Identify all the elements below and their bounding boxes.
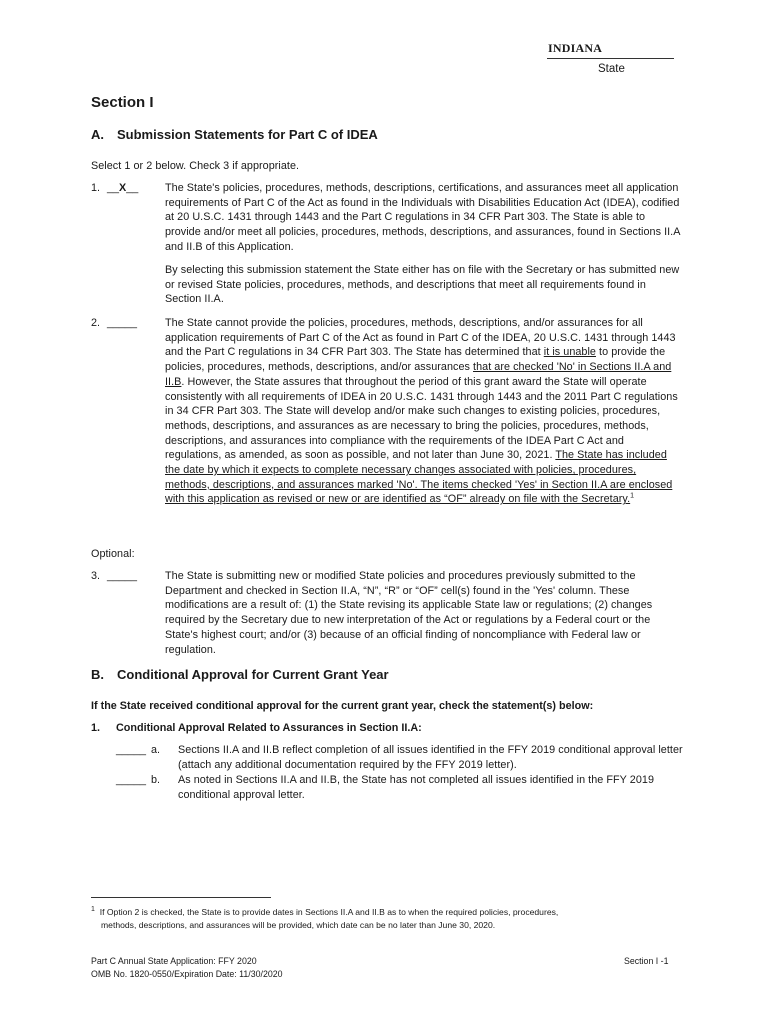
footnote-number: 1	[91, 906, 95, 914]
option-a-selector[interactable]	[116, 743, 160, 758]
footnote-line1: If Option 2 is checked, the State is to provide dates in Sections II.A and II.B as to when the required policies, procedures,	[99, 907, 559, 917]
part-b-sub1-number: 1.	[91, 722, 101, 734]
item1-number: 1.	[91, 182, 101, 194]
part-b-sub1	[91, 721, 422, 735]
page-number: Section I -1	[624, 956, 669, 966]
state-name: INDIANA	[548, 41, 603, 55]
option-b-blank[interactable]: _____	[116, 774, 147, 786]
footnote-line2: methods, descriptions, and assurances will be provided, which date can be no later than June 30, 2020.	[101, 920, 496, 930]
part-a-instruction: Select 1 or 2 below. Check 3 if appropriate.	[91, 160, 300, 172]
option-a-blank[interactable]: _____	[116, 744, 147, 756]
option-b-letter: b.	[151, 774, 161, 786]
option-a-text: Sections II.A and II.B reflect completion of all issues identified in the FFY 2019 conditional approval letter (attach any additional documentation required by the FFY 2019 letter).	[178, 744, 683, 771]
option-a-letter: a.	[151, 744, 161, 756]
item3-text: The State is submitting new or modified State policies and procedures previously submitted to the Department and checked in Section II.A, “N”, “R” or “OF” cell(s) found in the 'Yes' column. These modifications are a result of: (1) the State revising its applicable State law or regulations; (2) changes required by the Secretary due to new interpretation of the Act or regulations by a Federal court or the State's highest court; and/or (3) because of an official finding of noncompliance with Federal law or regulation.	[165, 570, 653, 656]
part-b-instruction: If the State received conditional approval for the current grant year, check the statement(s) below:	[91, 700, 594, 712]
part-b-letter: B.	[91, 667, 104, 682]
part-a-heading	[91, 127, 378, 142]
item2-selector[interactable]	[91, 316, 137, 331]
part-b-heading	[91, 667, 389, 682]
state-label: State	[598, 63, 625, 75]
option-b-selector[interactable]	[116, 773, 160, 788]
item1-checkmark[interactable]: X	[119, 182, 127, 194]
state-underline	[547, 58, 674, 59]
item1-blank-pre: __	[107, 182, 120, 194]
item3-blank[interactable]: _____	[107, 570, 138, 582]
footnote	[91, 906, 681, 932]
part-b-sub1-label: Conditional Approval Related to Assurances in Section II.A:	[116, 722, 422, 734]
item1-selector[interactable]	[91, 181, 138, 196]
section-title: Section I	[91, 94, 154, 111]
item1-text-2: By selecting this submission statement the State either has on file with the Secretary or has submitted new or revised State policies, procedures, methods, and descriptions that meet all requirements found in Section II.A.	[165, 264, 680, 306]
item2-blank[interactable]: _____	[107, 317, 138, 329]
footnote-rule	[91, 897, 271, 898]
item2-text: The State cannot provide the policies, procedures, methods, descriptions, and/or assurances for all application requirements of Part C of the Act as found in Part C of the IDEA, 20 U.S.C. 1431 through 1443 and the Part C regulations in 34 CFR Part 303. The State has determined that it is unable to provide the policies, procedures, methods, descriptions, and/or assurances that are checked 'No' in Sections II.A and II.B. However, the State assures that throughout the period of this grant award the State will operate consistently with all requirements of IDEA in 20 U.S.C. 1431 through 1443 and the 2011 Part C regulations in 34 CFR Part 303. The State will develop and/or make such changes to existing policies, procedures, methods, descriptions, and assurances as are necessary to bring the policies, procedures, methods, descriptions, and assurances into compliance with the requirements of the IDEA Part C Act and regulations, as amended, as soon as possible, and not later than June 30, 2021. The State has included the date by which it expects to complete necessary changes associated with policies, procedures, methods, descriptions, and assurances marked 'No'. The items checked 'Yes' in Section II.A are enclosed with this application as revised or new or are identified as “OF” already on file with the Secretary.$^1$	[165, 317, 678, 506]
option-b-text: As noted in Sections II.A and II.B, the State has not completed all issues identified in the FFY 2019 conditional approval letter.	[178, 774, 654, 801]
footer-line1: Part C Annual State Application: FFY 2020	[91, 956, 257, 966]
part-b-title: Conditional Approval for Current Grant Year	[117, 667, 389, 682]
item1-blank-post: __	[126, 182, 139, 194]
footer-line2: OMB No. 1820-0550/Expiration Date: 11/30/2020	[91, 969, 283, 979]
item3-selector[interactable]	[91, 569, 137, 584]
item2-number: 2.	[91, 317, 101, 329]
footer-left	[91, 955, 283, 981]
footnote-ref[interactable]: 1	[630, 492, 635, 500]
optional-label: Optional:	[91, 548, 135, 560]
item3-number: 3.	[91, 570, 101, 582]
part-a-letter: A.	[91, 127, 104, 142]
part-a-title: Submission Statements for Part C of IDEA	[117, 127, 378, 142]
item1-text: The State's policies, procedures, methods, descriptions, certifications, and assurances meet all application requirements of Part C of the Act as found in the Individuals with Disabilities Education Act (IDEA), codified at 20 U.S.C. 1431 through 1443 and the Part C regulations in 34 CFR Part 303. The State is able to provide and/or meet all policies, procedures, methods, descriptions, and assurances, found in Sections II.A and II.B of this Application.	[165, 182, 680, 253]
